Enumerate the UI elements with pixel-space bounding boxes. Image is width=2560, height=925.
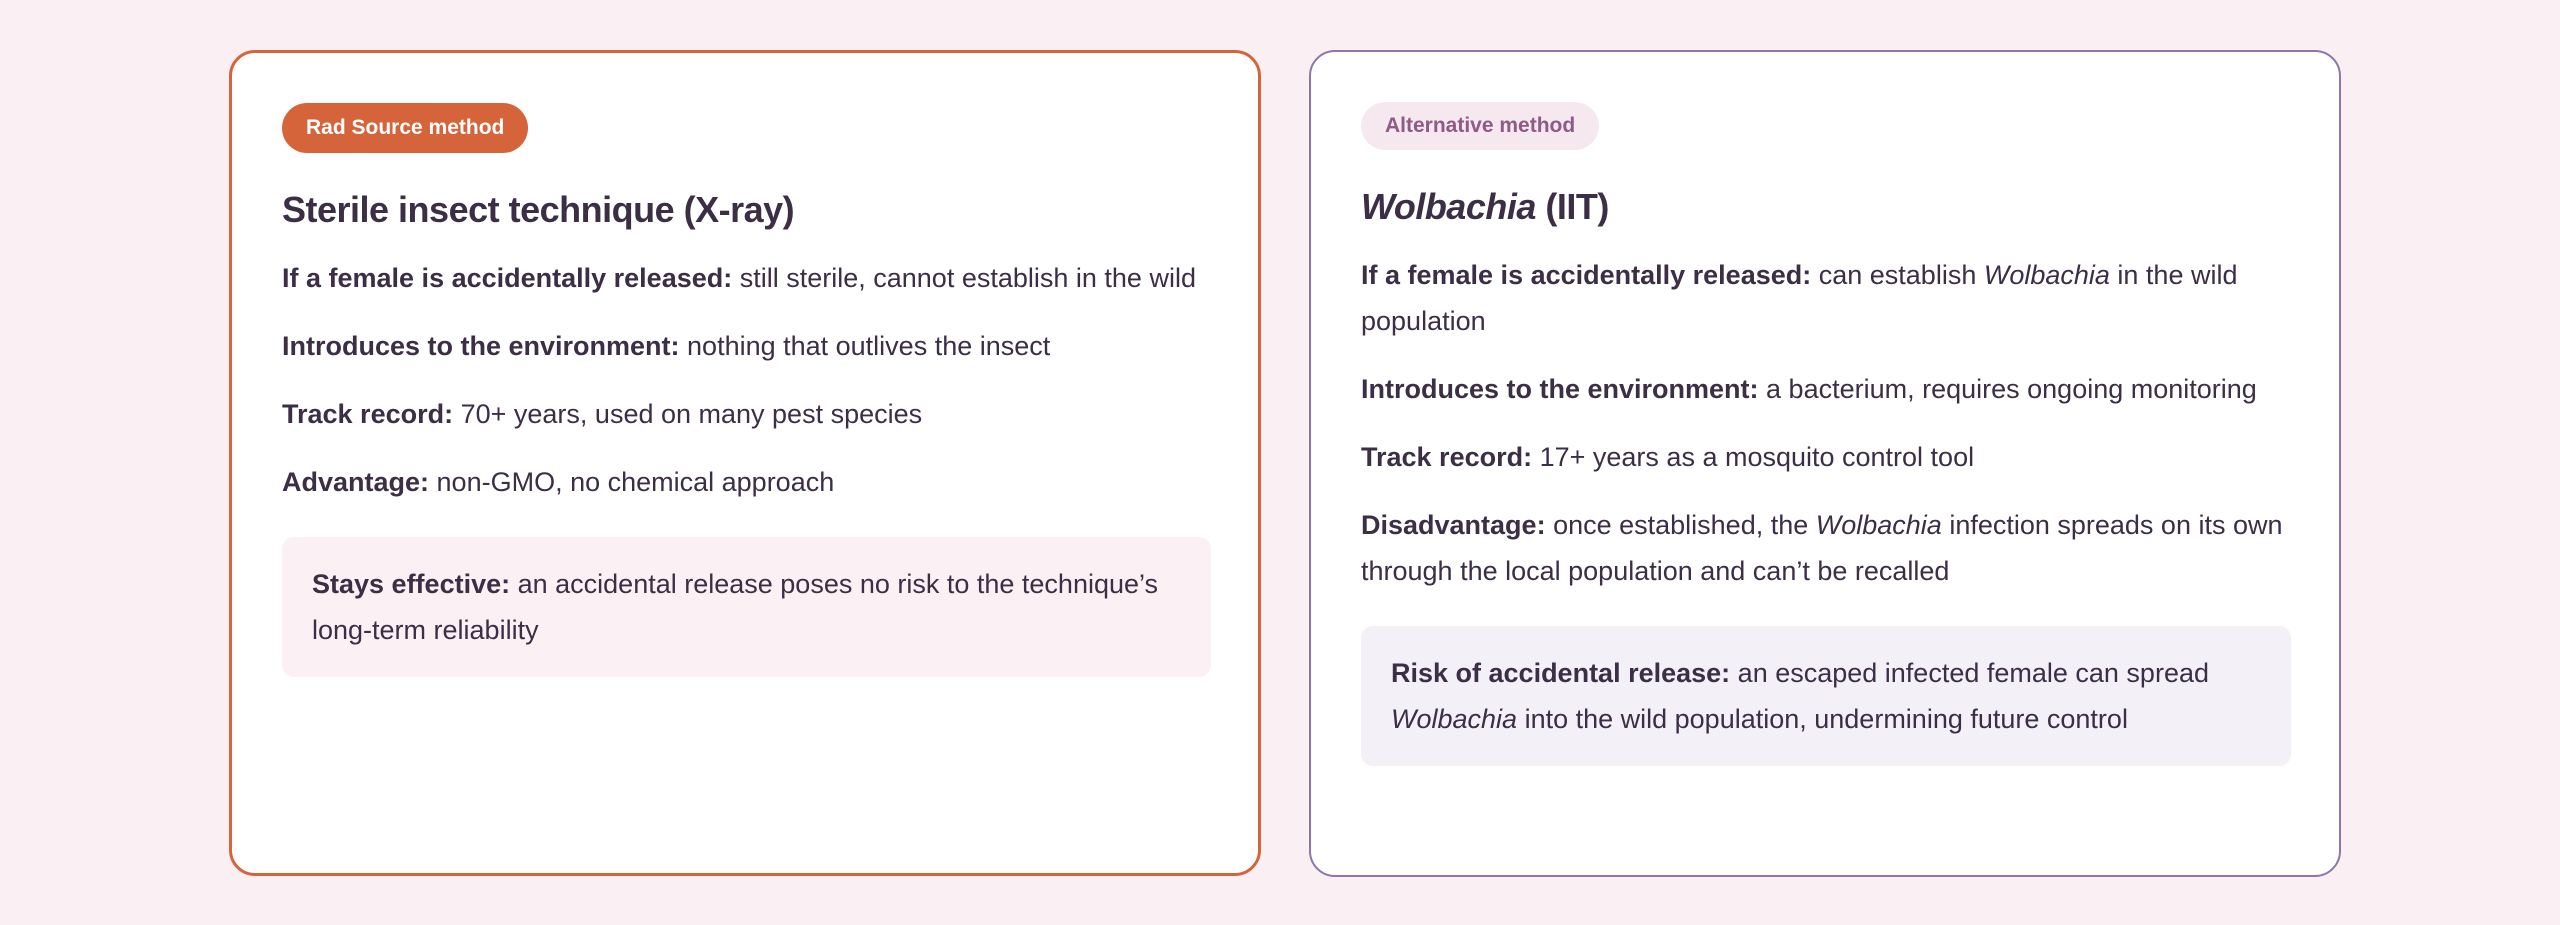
row-label: Introduces to the environment: xyxy=(282,331,680,361)
row-text: non-GMO, no chemical approach xyxy=(429,467,835,497)
note-label: Risk of accidental release: xyxy=(1391,658,1731,688)
row-text-em: Wolbachia xyxy=(1815,510,1942,540)
note-text-post: into the wild population, undermining future control xyxy=(1517,704,2128,734)
info-row-track-record xyxy=(1361,434,2289,480)
note-text-em: Wolbachia xyxy=(1391,704,1518,734)
info-row-advantage xyxy=(282,459,1208,505)
row-text: a bacterium, requires ongoing monitoring xyxy=(1758,374,2257,404)
sterile-insect-card xyxy=(229,50,1261,876)
method-badge: Alternative method xyxy=(1361,102,1599,150)
row-text: still sterile, cannot establish in the wild xyxy=(732,263,1196,293)
row-text: 70+ years, used on many pest species xyxy=(453,399,923,429)
row-text: nothing that outlives the insect xyxy=(679,331,1051,361)
title-rest: (IIT) xyxy=(1535,186,1609,227)
method-badge: Rad Source method xyxy=(282,103,528,153)
risk-note xyxy=(1361,626,2291,766)
info-row-environment xyxy=(282,323,1208,369)
note-text-pre: an escaped infected female can spread xyxy=(1730,658,2209,688)
row-label: Track record: xyxy=(282,399,454,429)
info-row-female-release xyxy=(282,255,1208,301)
wolbachia-card xyxy=(1309,50,2341,877)
card-title xyxy=(1361,186,2289,228)
row-text-post: infection spreads on its own through the local population and can’t be recalled xyxy=(1361,510,2283,586)
row-label: Introduces to the environment: xyxy=(1361,374,1759,404)
info-row-female-release xyxy=(1361,252,2289,344)
note-label: Stays effective: xyxy=(312,569,511,599)
info-row-environment xyxy=(1361,366,2289,412)
row-label: Advantage: xyxy=(282,467,430,497)
row-text-post: in the wild population xyxy=(1361,260,2238,336)
info-row-track-record xyxy=(282,391,1208,437)
row-text-pre: once established, the xyxy=(1545,510,1816,540)
title-italic: Wolbachia xyxy=(1361,186,1536,227)
info-row-disadvantage xyxy=(1361,502,2289,594)
card-title: Sterile insect technique (X-ray) xyxy=(282,189,795,230)
highlight-note xyxy=(282,537,1211,677)
note-text: an accidental release poses no risk to the technique’s long-term reliability xyxy=(312,569,1159,645)
row-label: If a female is accidentally released: xyxy=(1361,260,1812,290)
row-label: Disadvantage: xyxy=(1361,510,1546,540)
row-label: Track record: xyxy=(1361,442,1533,472)
row-label: If a female is accidentally released: xyxy=(282,263,733,293)
row-text: 17+ years as a mosquito control tool xyxy=(1532,442,1975,472)
row-text-em: Wolbachia xyxy=(1983,260,2110,290)
row-text-pre: can establish xyxy=(1811,260,1984,290)
